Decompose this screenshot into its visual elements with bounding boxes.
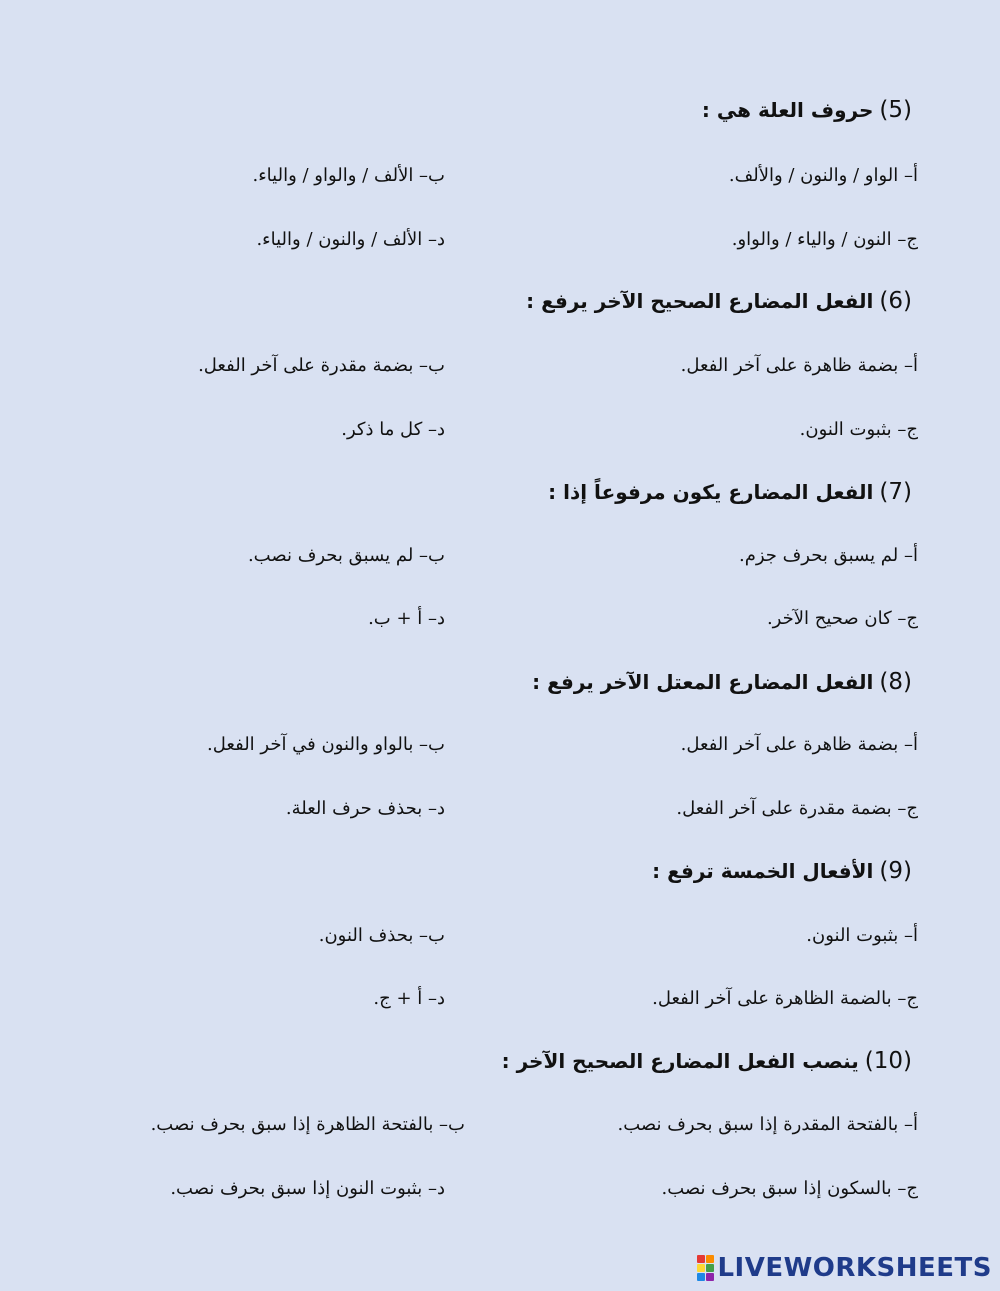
question-text: الفعل المضارع يكون مرفوعاً إذا : xyxy=(548,480,874,504)
logo-square xyxy=(697,1264,705,1272)
question-6 xyxy=(526,288,912,314)
option-a[interactable]: أ– لم يسبق بحرف جزم. xyxy=(738,545,918,566)
option-c[interactable]: ج– النون / والياء / والواو. xyxy=(731,229,918,250)
question-number: (7) xyxy=(879,479,912,505)
option-b[interactable]: ب– بحذف النون. xyxy=(318,925,445,946)
option-b[interactable]: ب– لم يسبق بحرف نصب. xyxy=(247,545,445,566)
logo-square xyxy=(697,1273,705,1281)
option-d[interactable]: د– أ + ب. xyxy=(368,608,445,629)
option-c[interactable]: ج– بالسكون إذا سبق بحرف نصب. xyxy=(661,1178,918,1199)
option-d[interactable]: د– كل ما ذكر. xyxy=(341,419,445,440)
option-b[interactable]: ب– بالواو والنون في آخر الفعل. xyxy=(207,734,445,755)
option-d[interactable]: د– بثبوت النون إذا سبق بحرف نصب. xyxy=(170,1178,445,1199)
option-d[interactable]: د– الألف / والنون / والياء. xyxy=(256,229,445,250)
question-7 xyxy=(548,479,912,505)
question-text: ينصب الفعل المضارع الصحيح الآخر : xyxy=(501,1049,859,1073)
option-c[interactable]: ج– بثبوت النون. xyxy=(799,419,918,440)
option-d[interactable]: د– أ + ج. xyxy=(373,988,445,1009)
question-8 xyxy=(532,669,912,695)
option-c[interactable]: ج– بالضمة الظاهرة على آخر الفعل. xyxy=(652,988,918,1009)
option-a[interactable]: أ– بالفتحة المقدرة إذا سبق بحرف نصب. xyxy=(617,1114,918,1135)
question-text: الفعل المضارع الصحيح الآخر يرفع : xyxy=(526,289,874,313)
logo-square xyxy=(697,1255,705,1263)
question-text: الفعل المضارع المعتل الآخر يرفع : xyxy=(532,670,874,694)
question-10 xyxy=(502,1048,912,1074)
logo-text: LIVEWORKSHEETS xyxy=(717,1253,992,1283)
question-number: (9) xyxy=(879,858,912,884)
question-number: (6) xyxy=(879,288,912,314)
question-text: حروف العلة هي : xyxy=(701,98,874,122)
option-a[interactable]: أ– بضمة ظاهرة على آخر الفعل. xyxy=(680,355,918,376)
question-9 xyxy=(652,858,912,884)
option-a[interactable]: أ– بثبوت النون. xyxy=(806,925,918,946)
question-number: (10) xyxy=(864,1048,912,1074)
option-a[interactable]: أ– بضمة ظاهرة على آخر الفعل. xyxy=(680,734,918,755)
logo-square xyxy=(706,1264,714,1272)
question-text: الأفعال الخمسة ترفع : xyxy=(652,859,874,883)
option-a[interactable]: أ– الواو / والنون / والألف. xyxy=(728,165,918,186)
option-b[interactable]: ب– بالفتحة الظاهرة إذا سبق بحرف نصب. xyxy=(150,1114,465,1135)
option-c[interactable]: ج– كان صحيح الآخر. xyxy=(766,608,918,629)
logo-square xyxy=(706,1273,714,1281)
option-d[interactable]: د– بحذف حرف العلة. xyxy=(285,798,445,819)
question-number: (8) xyxy=(879,669,912,695)
option-c[interactable]: ج– بضمة مقدرة على آخر الفعل. xyxy=(676,798,918,819)
option-b[interactable]: ب– بضمة مقدرة على آخر الفعل. xyxy=(198,355,445,376)
option-b[interactable]: ب– الألف / والواو / والياء. xyxy=(252,165,445,186)
question-5 xyxy=(702,97,912,123)
liveworksheets-logo xyxy=(697,1253,992,1283)
logo-mark-icon xyxy=(697,1255,714,1281)
logo-square xyxy=(706,1255,714,1263)
question-number: (5) xyxy=(879,97,912,123)
